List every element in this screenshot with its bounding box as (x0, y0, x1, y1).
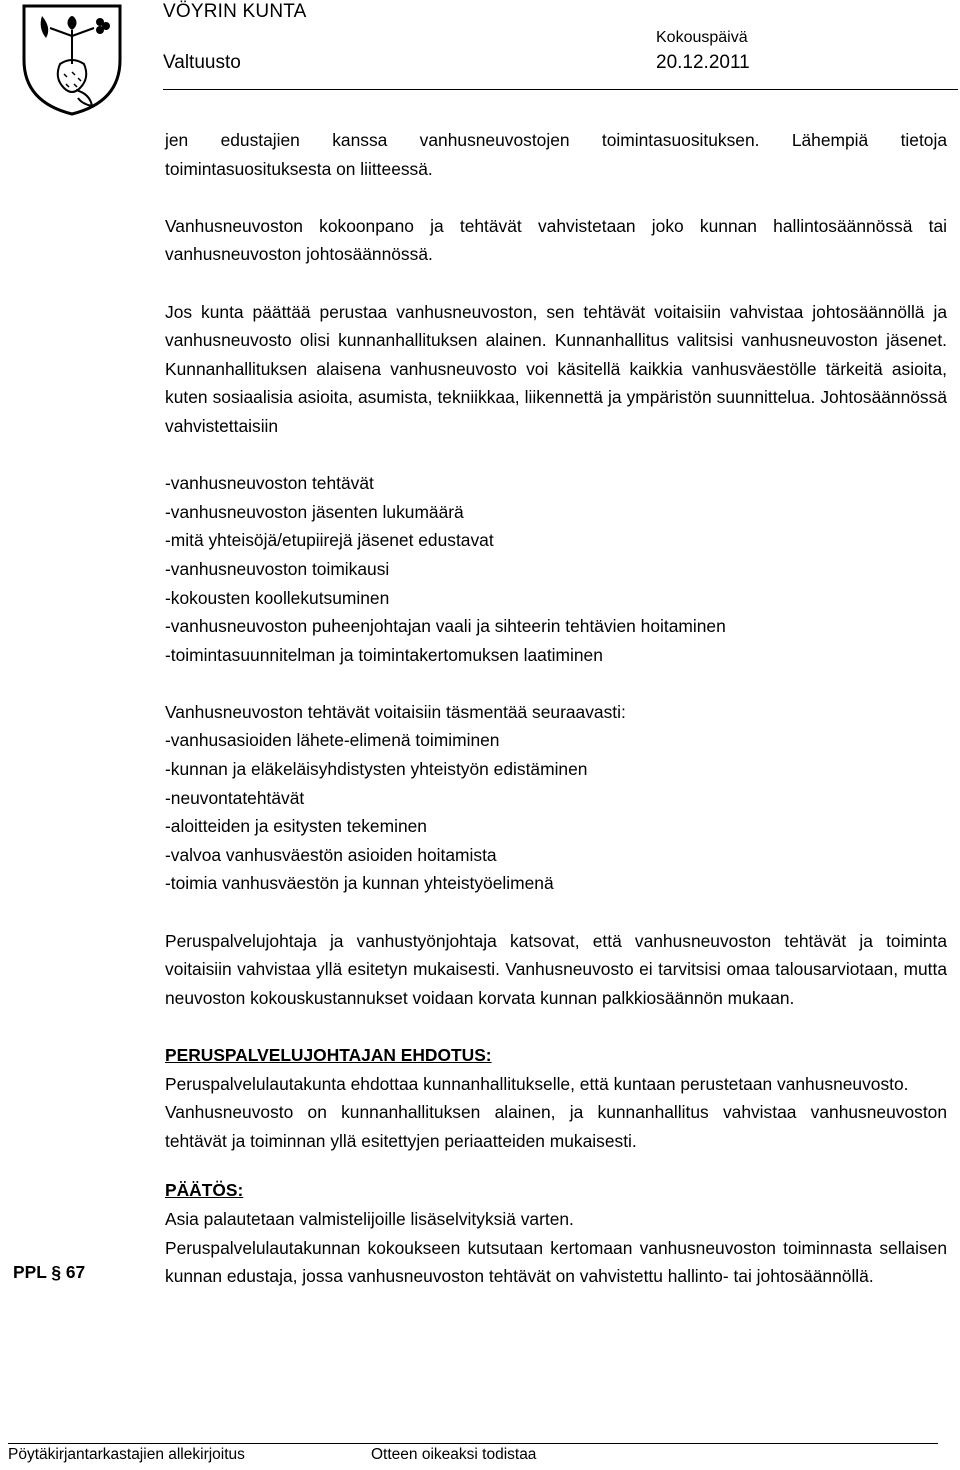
municipal-coat-of-arms-icon (20, 2, 124, 116)
decision-heading: PÄÄTÖS: (165, 1180, 244, 1201)
meeting-date-label: Kokouspäivä (656, 29, 748, 46)
list-item: -neuvontatehtävät (165, 787, 305, 808)
decision-text-2: Peruspalvelulautakunnan kokoukseen kutsutaan kertomaan vanhusneuvoston toiminnasta sellaisen kunnan edustaja, jossa vanhusneuvoston tehtävät on vahvistettu hallinto- tai johtosäännöllä. (165, 1237, 947, 1287)
list-item: -toimia vanhusväestön ja kunnan yhteistyöelimenä (165, 873, 554, 894)
list-item: -mitä yhteisöjä/etupiirejä jäsenet edustavat (165, 530, 494, 551)
section-number-label: PPL § 67 (13, 1262, 86, 1282)
proposal-text-2: Vanhusneuvosto on kunnanhallituksen alainen, ja kunnanhallitus vahvistaa vanhusneuvoston tehtävät ja toiminnan yllä esitettyjen periaatteiden mukaisesti. (165, 1102, 947, 1151)
list-item: -vanhusasioiden lähete-elimenä toimiminen (165, 730, 500, 751)
list-item: -vanhusneuvoston jäsenten lukumäärä (165, 501, 464, 522)
footer-divider (8, 1443, 938, 1444)
meeting-date: 20.12.2011 (656, 52, 750, 73)
list-item: -aloitteiden ja esitysten tekeminen (165, 816, 427, 837)
municipality-name: VÖYRIN KUNTA (163, 1, 307, 22)
list-item: -kunnan ja eläkeläisyhdistysten yhteistyön edistäminen (165, 759, 588, 780)
tasks-intro: Vanhusneuvoston tehtävät voitaisiin täsmentää seuraavasti: (165, 701, 626, 722)
governing-body: Valtuusto (163, 52, 241, 73)
decision-text-1: Asia palautetaan valmistelijoille lisäselvityksiä varten. (165, 1208, 574, 1229)
list-item: -toimintasuunnitelman ja toimintakertomuksen laatiminen (165, 644, 603, 665)
list-item: -vanhusneuvoston tehtävät (165, 473, 374, 494)
proposal-text-1: Peruspalvelulautakunta ehdottaa kunnanhallitukselle, että kuntaan perustetaan vanhusneuvosto. (165, 1073, 909, 1094)
bylaw-items-list (165, 469, 947, 669)
proposal-heading: PERUSPALVELUJOHTAJAN EHDOTUS: (165, 1045, 492, 1065)
footer-certified-label: Otteen oikeaksi todistaa (371, 1446, 537, 1463)
list-item: -kokousten koollekutsuminen (165, 587, 390, 608)
header-divider (163, 89, 958, 90)
paragraph-composition: Vanhusneuvoston kokoonpano ja tehtävät vahvistetaan joko kunnan hallintosäännössä tai vanhusneuvoston johtosäännössä. (165, 215, 947, 265)
tasks-list (165, 726, 947, 898)
footer-signatures-label: Pöytäkirjantarkastajien allekirjoitus (8, 1446, 245, 1463)
list-item: -valvoa vanhusväestön asioiden hoitamista (165, 844, 497, 865)
paragraph-recommendation: jen edustajien kanssa vanhusneuvostojen toimintasuosituksen. Lähempiä tietoja toimintasuosituksesta on liitteessä. (165, 130, 947, 179)
paragraph-assessment: Peruspalvelujohtaja ja vanhustyönjohtaja katsovat, että vanhusneuvoston tehtävät ja toiminta voitaisiin vahvistaa yllä esitetyn mukaisesti. Vanhusneuvosto ei tarvitsisi omaa talousarviotaan, mutta neuvoston kokouskustannukset voidaan korvata kunnan palkkiosäännön mukaan. (165, 930, 947, 1008)
list-item: -vanhusneuvoston toimikausi (165, 558, 390, 579)
paragraph-establishment: Jos kunta päättää perustaa vanhusneuvoston, sen tehtävät voitaisiin vahvistaa johtosäännöllä ja vanhusneuvosto olisi kunnanhallituksen alainen. Kunnanhallitus valitsisi vanhusneuvoston jäsenet. Kunnanhallituksen alaisena vanhusneuvosto voi käsitellä kaikkia vanhusväestölle tärkeitä asioita, kuten sosiaalisia asioita, asumista, tekniikkaa, liikennettä ja ympäristön suunnittelua. Johtosäännössä vahvistettaisiin (165, 301, 947, 436)
document-body (165, 126, 947, 1291)
list-item: -vanhusneuvoston puheenjohtajan vaali ja sihteerin tehtävien hoitaminen (165, 616, 726, 637)
